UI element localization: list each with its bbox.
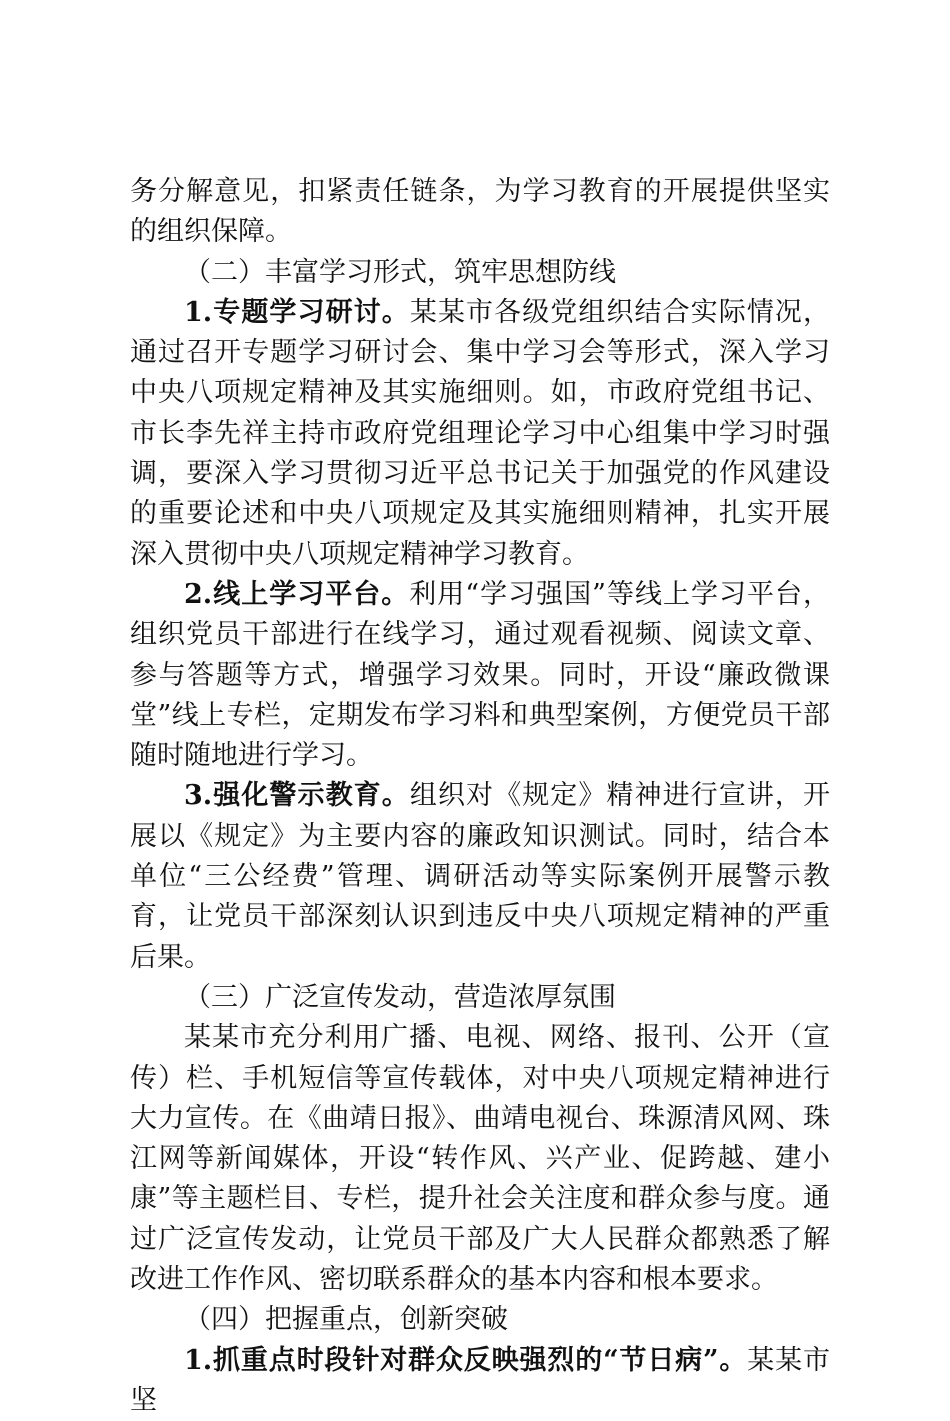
item-title: 1.专题学习研讨。 [184, 296, 410, 328]
item-title: 2.线上学习平台。 [184, 578, 410, 610]
item-paragraph-4-1 [130, 1341, 830, 1421]
item-body: 组织对《规定》精神进行宣讲，开展以《规定》为主要内容的廉政知识测试。同时，结合本单位“三公经费”管理、调研活动等实际案例开展警示教育，让党员干部深刻认识到违反中央八项规定精神的严重后果。 [130, 780, 831, 973]
section-heading-2: （二）丰富学习形式，筑牢思想防线 [184, 256, 616, 288]
document-page [130, 172, 830, 1421]
item-title: 1.抓重点时段针对群众反映强烈的“节日病”。 [184, 1344, 748, 1376]
item-body: 某某市各级党组织结合实际情况，通过召开专题学习研讨会、集中学习会等形式，深入学习中央八项规定精神及其实施细则。如，市政府党组书记、市长李先祥主持市政府党组理论学习中心组集中学习时强调，要深入学习贯彻习近平总书记关于加强党的作风建设的重要论述和中央八项规定及其实施细则精神，扎实开展深入贯彻中央八项规定精神学习教育。 [130, 296, 831, 570]
item-paragraph-2-1 [130, 293, 830, 575]
item-paragraph-2-2 [130, 575, 830, 776]
item-paragraph-2-3 [130, 776, 830, 977]
section-heading-3: （三）广泛宣传发动，营造浓厚氛围 [184, 981, 616, 1013]
item-body: 利用“学习强国”等线上学习平台，组织党员干部进行在线学习，通过观看视频、阅读文章、参与答题等方式，增强学习效果。同时，开设“廉政微课堂”线上专栏，定期发布学习料和典型案例，方便党员干部随时随地进行学习。 [130, 578, 831, 772]
section-3-paragraph: 某某市充分利用广播、电视、网络、报刊、公开（宣传）栏、手机短信等宣传载体，对中央八项规定精神进行大力宣传。在《曲靖日报》、曲靖电视台、珠源清风网、珠江网等新闻媒体，开设“转作风、兴产业、促跨越、建小康”等主题栏目、专栏，提升社会关注度和群众参与度。通过广泛宣传发动，让党员干部及广大人民群众都熟悉了解改进工作作风、密切联系群众的基本内容和根本要求。 [130, 1022, 830, 1296]
item-title: 3.强化警示教育。 [184, 780, 410, 812]
continuation-paragraph: 务分解意见，扣紧责任链条，为学习教育的开展提供坚实的组织保障。 [130, 176, 830, 248]
section-heading-4: （四）把握重点，创新突破 [184, 1304, 508, 1336]
item-body: 某某市坚 [130, 1344, 830, 1416]
